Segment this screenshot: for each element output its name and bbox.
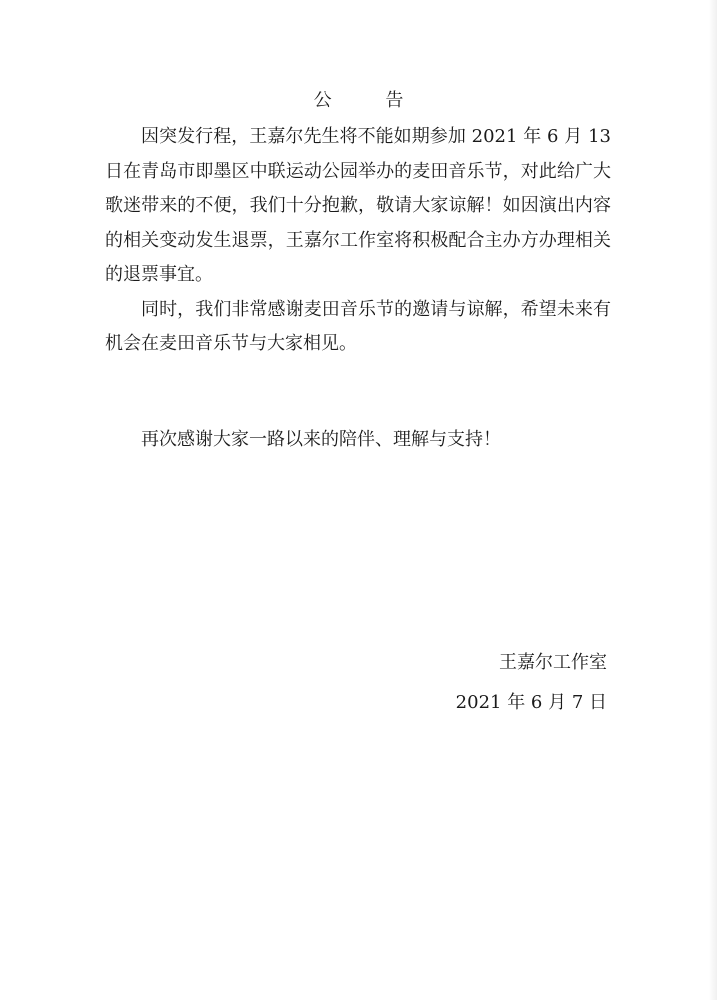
signature-date: 2021 年 6 月 7 日 <box>455 692 607 713</box>
notice-body <box>105 120 611 362</box>
body-paragraph-2: 同时，我们非常感谢麦田音乐节的邀请与谅解，希望未来有机会在麦田音乐节与大家相见。 <box>105 298 611 354</box>
body-paragraph-1: 因突发行程，王嘉尔先生将不能如期参加 2021 年 6 月 13 日在青岛市即墨区中联运动公园举办的麦田音乐节，对此给广大歌迷带来的不便，我们十分抱歉，敬请大家谅解！如因演出内容的相关变动发生退票，王嘉尔工作室将积极配合主办方办理相关的退票事宜。 <box>105 126 611 285</box>
page-edge-shadow <box>709 0 717 1000</box>
notice-title: 公 告 <box>313 90 428 111</box>
signature-studio: 王嘉尔工作室 <box>499 652 607 673</box>
closing-thanks: 再次感谢大家一路以来的陪伴、理解与支持！ <box>141 429 501 450</box>
